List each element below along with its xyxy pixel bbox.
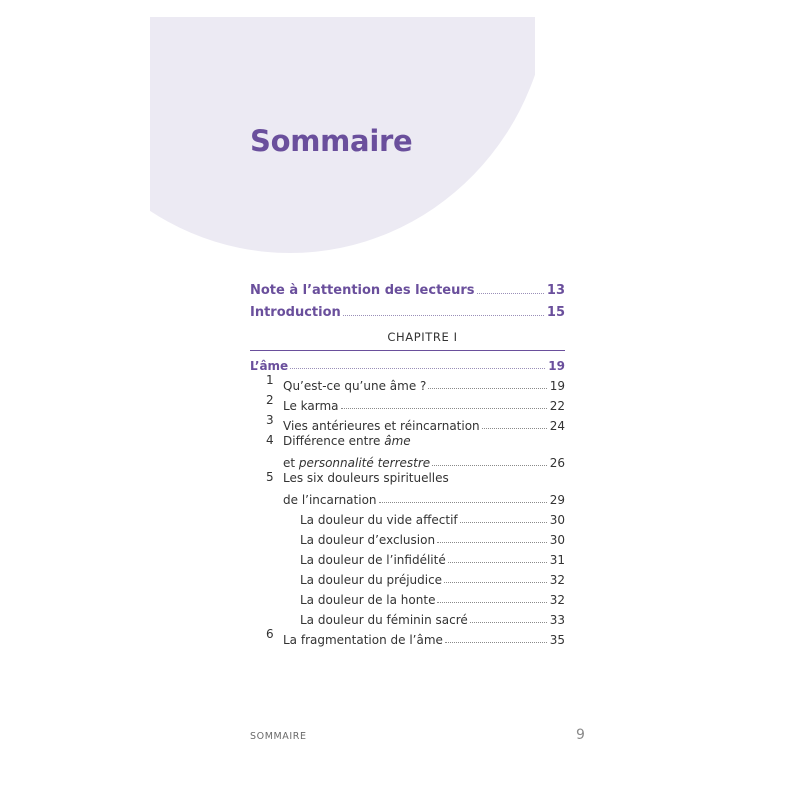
section-number: 4 [266,433,274,447]
section-title-line2: de l’incarnation 29 [283,493,565,507]
chapter-page: 19 [548,359,565,373]
section-number: 2 [266,393,274,407]
toc-subsection[interactable] [250,547,565,567]
toc-subsection[interactable] [250,507,565,527]
section-page: 24 [549,419,565,433]
toc-entry-title: Note à l’attention des lecteurs [250,283,475,298]
toc-entry-note[interactable] [250,276,565,298]
dot-leader [482,428,547,429]
page-number: 9 [576,727,585,743]
section-title-line1: Les six douleurs spirituelles [283,471,449,485]
toc-section-6[interactable] [250,627,565,647]
subsection-title: La douleur de l’infidélité [300,553,446,567]
subsection-page: 32 [549,573,565,587]
toc-section-4[interactable] [250,433,565,470]
subsection-page: 33 [549,613,565,627]
dot-leader [460,522,547,523]
section-number: 5 [266,470,274,484]
subsection-title: La douleur du vide affectif [300,513,458,527]
toc-entry-page: 15 [546,305,565,320]
toc-subsection[interactable] [250,607,565,627]
toc-subsection[interactable] [250,587,565,607]
subsection-title: La douleur du féminin sacré [300,613,468,627]
section-number: 3 [266,413,274,427]
dot-leader [444,582,547,583]
dot-leader [428,388,546,389]
toc-subsection[interactable] [250,527,565,547]
dot-leader [445,642,547,643]
dot-leader [470,622,547,623]
subsection-page: 32 [549,593,565,607]
section-page: 19 [549,379,565,393]
table-of-contents [250,276,565,647]
section-number: 1 [266,373,274,387]
dot-leader [437,602,546,603]
subsection-page: 30 [549,513,565,527]
dot-leader [290,368,545,369]
subsection-page: 30 [549,533,565,547]
subsection-page: 31 [549,553,565,567]
subsection-title: La douleur du préjudice [300,573,443,587]
section-title: La fragmentation de l’âme [283,633,443,647]
chapter-label: CHAPITRE I [387,330,458,344]
dot-leader [379,502,547,503]
section-title-line1: Différence entre âme [283,434,411,448]
running-footer: SOMMAIRE [250,731,307,742]
section-title: Vies antérieures et réincarnation [283,419,480,433]
toc-section-1[interactable] [250,373,565,393]
dot-leader [437,542,547,543]
section-page: 22 [549,399,565,413]
toc-entry-title: Introduction [250,305,341,320]
subsection-title: La douleur de la honte [300,593,436,607]
section-page: 26 [549,456,565,470]
section-page: 29 [549,493,565,507]
chapter-title: L’âme [250,359,289,373]
toc-subsection[interactable] [250,567,565,587]
section-number: 6 [266,627,274,641]
section-title: Qu’est-ce qu’une âme ? [283,379,427,393]
section-page: 35 [549,633,565,647]
subsection-title: La douleur d’exclusion [300,533,436,547]
section-title: Le karma [283,399,339,413]
toc-entry-introduction[interactable] [250,298,565,320]
toc-section-5[interactable] [250,470,565,507]
dot-leader [341,408,547,409]
section-title-line2: et personnalité terrestre 26 [283,456,565,470]
toc-section-2[interactable] [250,393,565,413]
page-title: Sommaire [250,124,413,158]
dot-leader [477,293,544,294]
dot-leader [343,315,544,316]
toc-entry-page: 13 [546,283,565,298]
toc-section-3[interactable] [250,413,565,433]
toc-chapter-heading[interactable] [250,350,565,373]
dot-leader [448,562,547,563]
dot-leader [432,465,547,466]
